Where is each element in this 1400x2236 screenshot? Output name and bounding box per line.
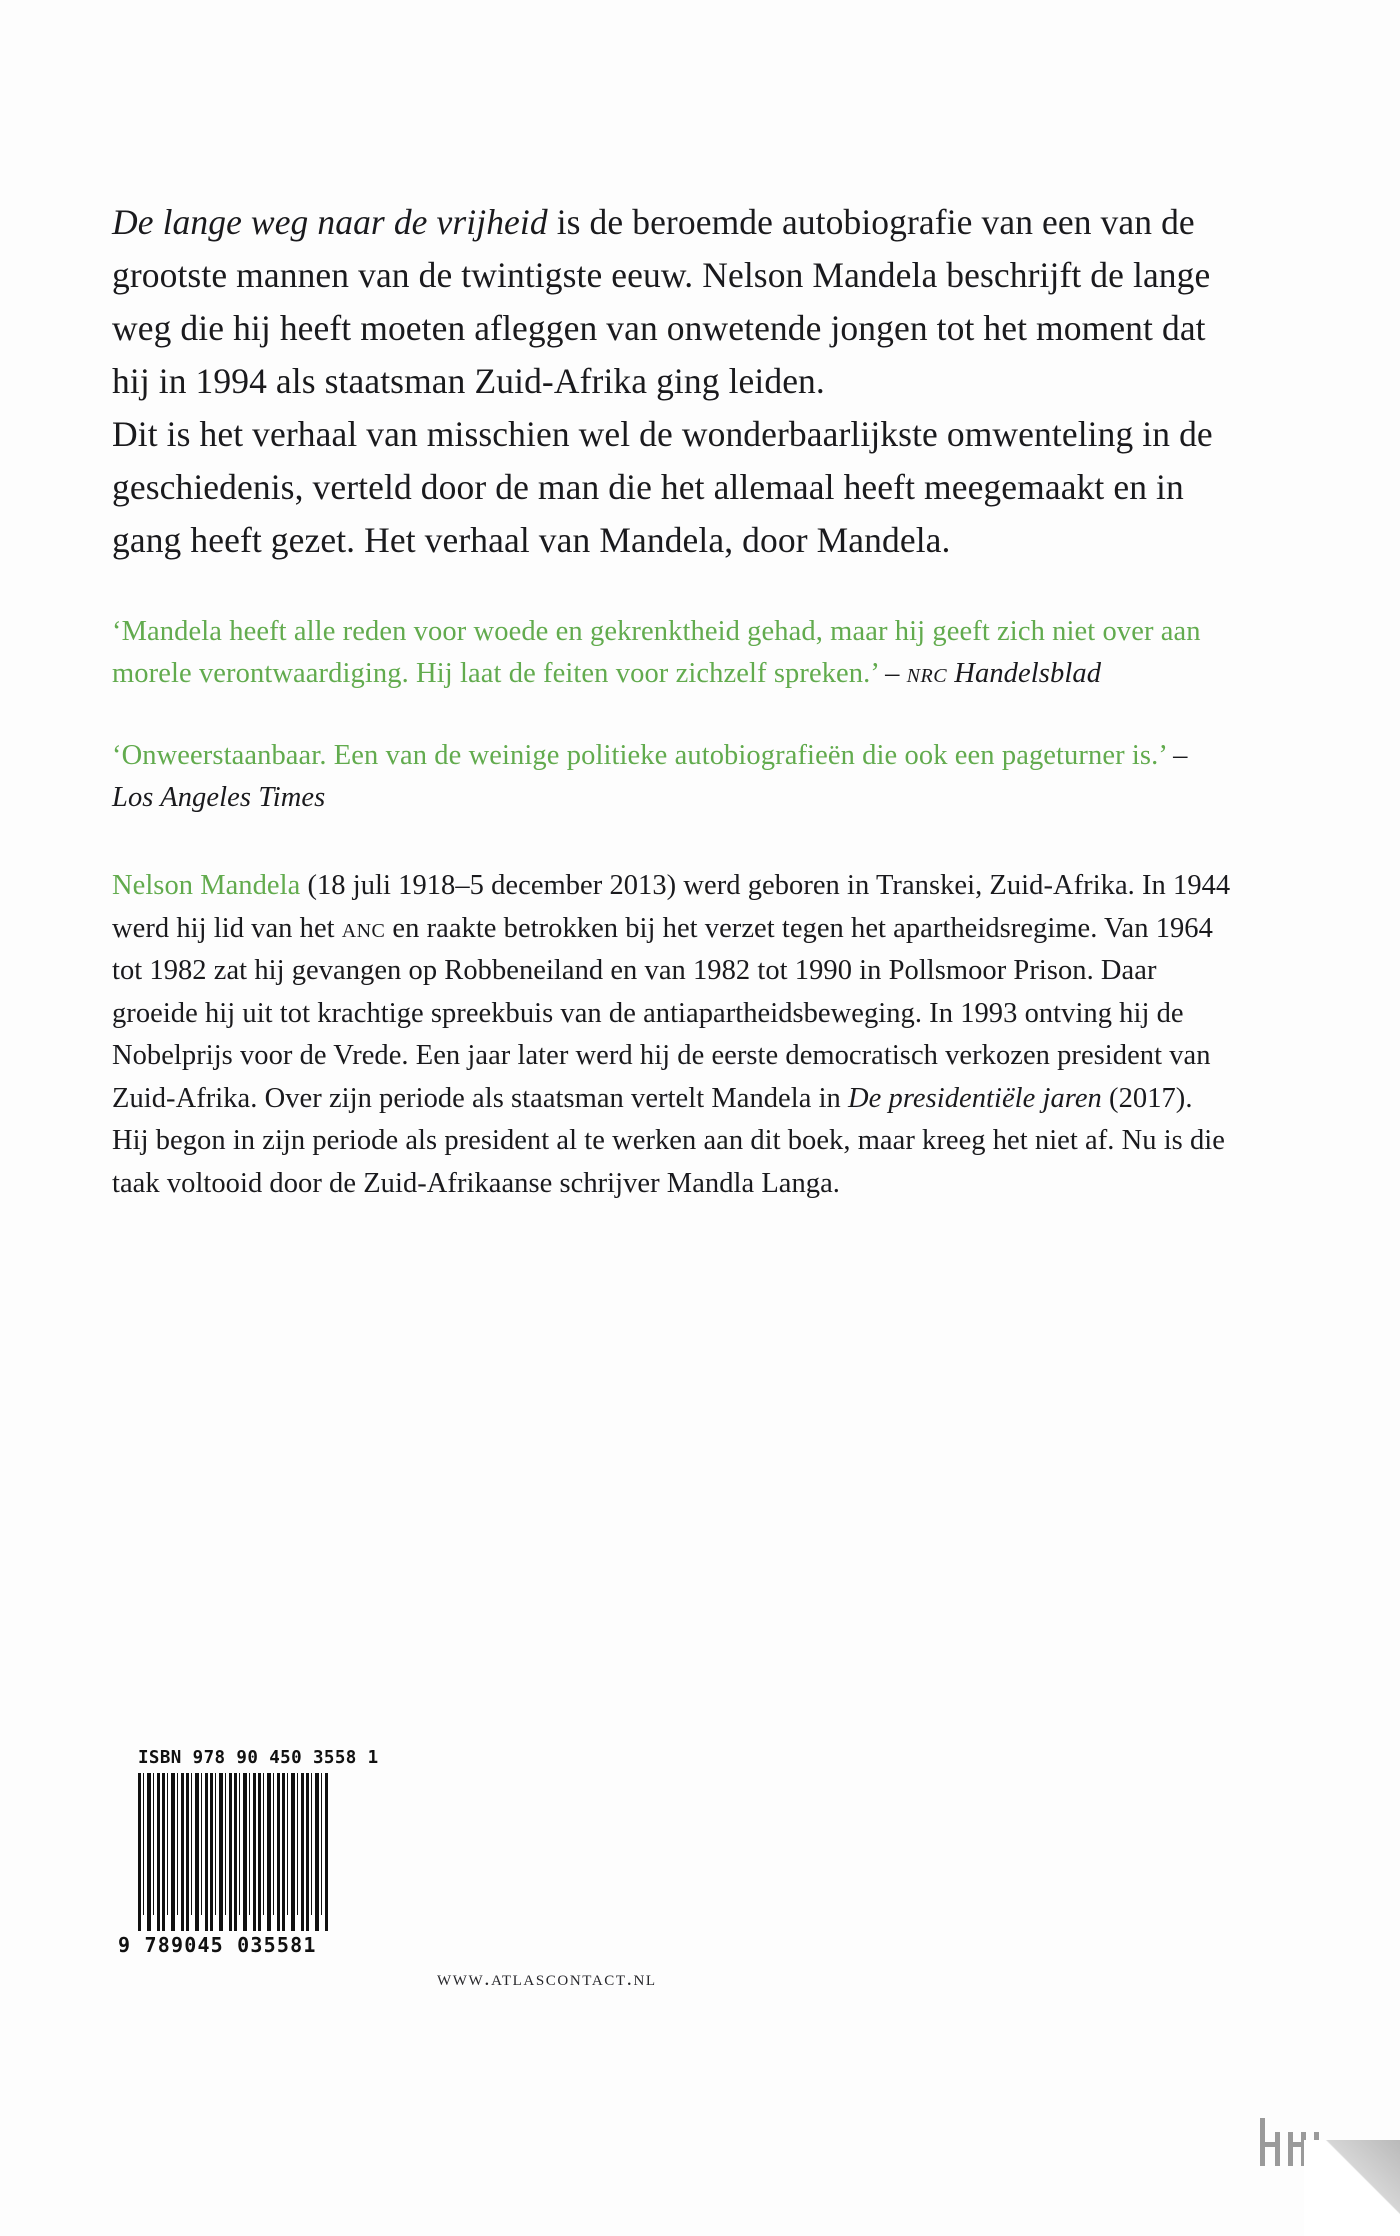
press-quote-source — [885, 658, 1101, 689]
author-biography — [112, 865, 1232, 1205]
press-quotes-section — [112, 611, 1232, 819]
barcode-bars — [138, 1773, 330, 1915]
barcode-digits: 9 789045 035581 — [118, 1933, 317, 1957]
publisher-website[interactable]: www.atlascontact.nl — [437, 1966, 657, 1990]
page-corner-fold — [1304, 2140, 1400, 2236]
press-quote-dash: – — [885, 658, 907, 689]
anc-abbreviation: anc — [341, 912, 386, 944]
press-quote — [112, 611, 1232, 695]
barcode-bars-guard — [138, 1915, 330, 1931]
blurb-paragraph-1-rest: is de beroemde autobiografie van een van de grootste mannen van de twintigste eeuw. Nelson Mandela beschrijft de lange weg die hij heeft moeten afleggen van onwetende jongen tot het moment dat hij in 1994 als staatsman Zuid-Afrika ging leiden. — [112, 202, 1211, 401]
blurb-paragraph-2: Dit is het verhaal van misschien wel de wonderbaarlijkste omwenteling in de geschiedenis, verteld door de man die het allemaal heeft meegemaakt en in gang heeft gezet. Het verhaal van Mandela, door Mandela. — [112, 414, 1213, 560]
referenced-book-title: De presidentiële jaren — [848, 1082, 1102, 1114]
press-quote-dash: – — [1173, 740, 1188, 771]
press-quote-text: ‘Onweerstaanbaar. Een van de weinige politieke autobiografieën die ook een pageturner is.’ — [112, 740, 1174, 771]
press-quote — [112, 735, 1232, 819]
isbn-label: ISBN 978 90 450 3558 1 — [138, 1748, 379, 1768]
bio-segment-2: en raakte betrokken bij het verzet tegen het apartheidsregime. Van 1964 tot 1982 zat hij gevangen op Robbeneiland en van 1982 tot 1990 in Pollsmoor Prison. Daar groeide hij uit tot krachtige spreekbuis van de antiapartheidsbeweging. In 1993 ontving hij de Nobelprijs voor de Vrede. Een jaar later werd hij de eerste democratisch verkozen president van Zuid-Afrika. Over zijn periode als staatsman vertelt Mandela in — [112, 912, 1213, 1114]
press-quote-source-rest: Handelsblad — [947, 658, 1102, 689]
bio-segment-3: (2017). Hij begon in zijn periode als president al te werken aan dit boek, maar kreeg het niet af. Nu is die taak voltooid door de Zuid-Afrikaanse schrijver Mandla Langa. — [112, 1082, 1225, 1199]
press-quote-source-rest: Los Angeles Times — [112, 782, 326, 813]
back-cover-content — [112, 196, 1232, 1205]
isbn-barcode-block — [118, 1748, 388, 1957]
bio-segment-1: (18 juli 1918–5 december 2013) werd geboren in Transkei, Zuid-Afrika. In 1944 werd hij lid van het — [112, 870, 1231, 944]
press-quote-source-smallcaps: nrc — [906, 658, 948, 689]
book-title-italic: De lange weg naar de vrijheid — [112, 202, 548, 242]
blurb-paragraph-1 — [112, 196, 1232, 408]
author-name: Nelson Mandela — [112, 870, 301, 901]
blurb-section — [112, 196, 1232, 567]
press-quote-text: ‘Mandela heeft alle reden voor woede en gekrenktheid gehad, maar hij geeft zich niet over aan morele verontwaardiging. Hij laat de feiten voor zichzelf spreken.’ — [112, 616, 1201, 689]
